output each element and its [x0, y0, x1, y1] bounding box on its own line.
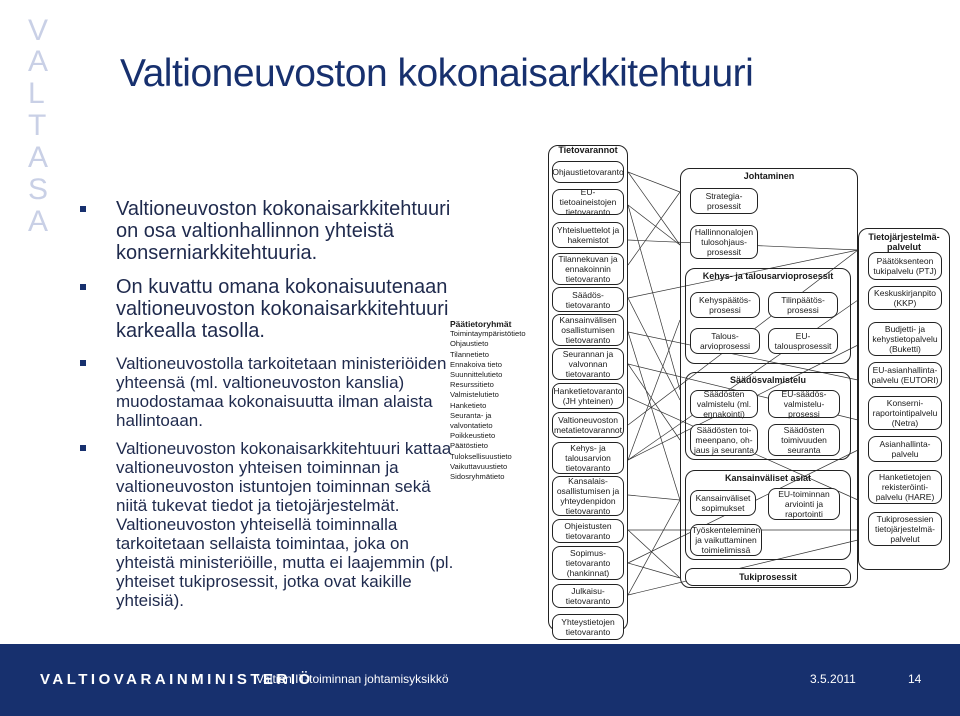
paatieto-item: Suunnittelutieto	[450, 370, 503, 380]
tietojarjestelma-box: Konserni-raportointipalvelu (Netra)	[868, 396, 942, 430]
strategia-box: Strategia-prosessit	[690, 188, 758, 214]
tietojarjestelma-box: EU-asianhallinta-palvelu (EUTORI)	[868, 362, 942, 388]
tietovaranto-box: Hanketietovaranto (JH yhteinen)	[552, 383, 624, 409]
saados-box: EU-säädös-valmistelu-prosessi	[768, 390, 840, 418]
side-letter: L	[28, 77, 45, 110]
saados-box: Säädösten valmistelu (ml. ennakointi)	[690, 390, 758, 418]
kv-header: Kansainväliset asiat	[724, 473, 812, 483]
bullet-item: Valtioneuvoston kokonaisarkkitehtuuri on osa valtionhallinnon yhteistä konserniarkkitehtuuria.	[80, 198, 460, 264]
yhteystieto-box: Yhteystietojen tietovaranto	[552, 614, 624, 640]
tietovaranto-box: Kehys- ja talousarvion tietovaranto	[552, 442, 624, 474]
side-letter: S	[28, 173, 49, 206]
tietovarannot-header: Tietovarannot	[558, 145, 618, 155]
tietojarjestelma-box: Hanketietojen rekisteröinti-palvelu (HARE)	[868, 470, 942, 504]
paatieto-item: Päätöstieto	[450, 441, 488, 451]
paatieto-item: Ohjaustieto	[450, 339, 489, 349]
paatieto-item: Resurssitieto	[450, 380, 494, 390]
paatieto-item: Sidosryhmätieto	[450, 472, 505, 482]
paatieto-item: Tilannetieto	[450, 349, 489, 359]
tietovaranto-box: EU-tietoaineistojen tietovaranto	[552, 189, 624, 215]
slide-title: Valtioneuvoston kokonaisarkkitehtuuri	[120, 52, 754, 95]
tietojarjestelma-box: Tukiprosessien tietojärjestelmä-palvelut	[868, 512, 942, 546]
paatieto-item: Vaikuttavuustieto	[450, 461, 508, 471]
side-letter: T	[28, 109, 47, 142]
tietovaranto-box: Seurannan ja valvonnan tietovaranto	[552, 348, 624, 380]
footer-unit: Valtion IT-toiminnan johtamisyksikkö	[256, 672, 449, 686]
tukiprosessit-box: Tukiprosessit	[685, 568, 851, 586]
paatieto-item: Valmistelutieto	[450, 390, 499, 400]
sub-bullet-item: Valtioneuvoston kokonaisarkkitehtuuri kattaa valtioneuvoston yhteisen toiminnan ja valtioneuvoston istuntojen toiminnan sekä niitä tukevat tiedot ja tietojärjestelmät. Valtioneuvoston yhteisellä toiminnalla tarkoitetaan sellaista toimintaa, joka on yhteistä ministeriöille, mutta ei laajemmin (pl. yhteiset tukiprosessit, jotka ovat kaikille yhteisiä).	[80, 439, 460, 610]
saados-header: Säädösvalmistelu	[729, 375, 807, 385]
saados-box: Säädösten toi-meenpano, oh-jaus ja seuranta	[690, 424, 758, 456]
tietojarjestelma-box: Keskuskirjanpito (KKP)	[868, 286, 942, 310]
ministry-logo: VALTIOVARAINMINISTERIÖ	[40, 671, 314, 688]
kv-box: EU-toiminnan arviointi ja raportointi	[768, 488, 840, 520]
tietovaranto-box: Julkaisu-tietovaranto	[552, 584, 624, 608]
tietovaranto-box: Yhteisluettelot ja hakemistot	[552, 222, 624, 248]
tietovaranto-box: Ohjaustietovaranto	[552, 161, 624, 183]
tietovaranto-box: Kansainvälisen osallistumisen tietovaranto	[552, 314, 624, 346]
footer-bar	[0, 644, 960, 716]
tietovaranto-box: Ohjeistusten tietovaranto	[552, 519, 624, 543]
tietojarjestelma-box: Budjetti- ja kehystietopalvelu (Buketti)	[868, 322, 942, 356]
kehys-box: Kehyspäätös-prosessi	[690, 292, 760, 318]
paatieto-item: Tuloksellisuustieto	[450, 451, 512, 461]
paatieto-item: Poikkeustieto	[450, 431, 496, 441]
tietovaranto-box: Säädös-tietovaranto	[552, 287, 624, 312]
kehys-header: Kehys- ja talousarvioprosessit	[702, 271, 834, 281]
paatieto-item: Hanketieto	[450, 400, 487, 410]
paatieto-header: Päätietoryhmät	[450, 319, 512, 329]
kv-box: Kansainväliset sopimukset	[690, 490, 756, 516]
side-letter: A	[28, 141, 49, 174]
side-letter: A	[28, 45, 49, 78]
tietovaranto-box: Valtioneuvoston metatietovarannot	[552, 412, 624, 438]
tietojarjestelma-header: Tietojärjestelmä-palvelut	[868, 232, 940, 252]
paatieto-item: Seuranta- ja valvontatieto	[450, 410, 493, 431]
paatieto-item: Ennakoiva tieto	[450, 359, 502, 369]
kehys-box: Tilinpäätös-prosessi	[768, 292, 838, 318]
kehys-box: Talous-arvioprosessi	[690, 328, 760, 354]
bullet-item: On kuvattu omana kokonaisuutenaan valtioneuvoston kokonaisarkkitehtuuri karkealla tasolla.	[80, 276, 460, 342]
kv-box: Työskenteleminen ja vaikuttaminen toimielimissä	[691, 525, 761, 555]
page-number: 14	[908, 672, 922, 686]
kehys-box: EU-talousprosessit	[768, 328, 838, 354]
footer-date: 3.5.2011	[810, 672, 856, 686]
hallinnonalojen-box: Hallinnonalojen tulosohjaus-prosessit	[690, 225, 758, 259]
paatieto-item: Toimintaympäristötieto	[450, 329, 526, 339]
tietovaranto-box: Sopimus-tietovaranto (hankinnat)	[552, 546, 624, 580]
side-letter: A	[28, 205, 49, 238]
johtaminen-header: Johtaminen	[743, 171, 795, 181]
tietojarjestelma-box: Asianhallinta-palvelu	[868, 436, 942, 462]
sub-bullet-item: Valtioneuvostolla tarkoitetaan ministeriöiden yhteensä (ml. valtioneuvoston kanslia) muodostamaa kokonaisuutta ilman alaista hallintoaan.	[80, 354, 460, 430]
tietovaranto-box: Tilannekuvan ja ennakoinnin tietovaranto	[552, 253, 624, 285]
saados-box: Säädösten toimivuuden seuranta	[768, 424, 840, 456]
tietovaranto-box: Kansalais-osallistumisen ja yhteydenpidon tietovaranto	[552, 476, 624, 516]
side-letter: V	[28, 14, 49, 47]
tietojarjestelma-box: Päätöksenteon tukipalvelu (PTJ)	[868, 252, 942, 280]
